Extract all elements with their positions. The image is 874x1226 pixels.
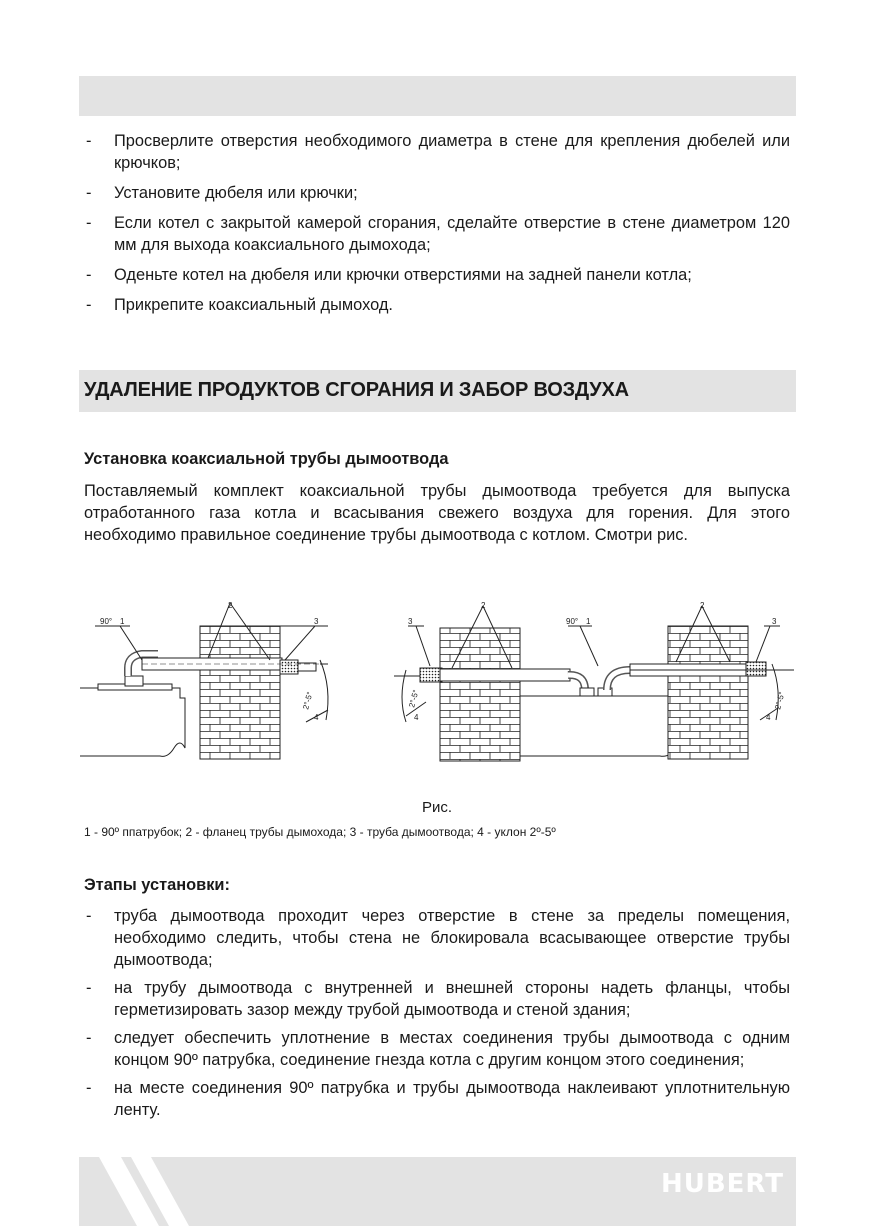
fig-label-4: 4 (414, 713, 419, 722)
fig-label-angle: 90° (566, 617, 579, 626)
list-item: - Прикрепите коаксиальный дымоход. (84, 294, 790, 316)
list-item: - Просверлите отверстия необходимого диаметра в стене для крепления дюбелей или крючков; (84, 130, 790, 174)
header-band (79, 76, 796, 116)
fig-label-slope: 2°-5° (773, 690, 787, 711)
figure-caption: Рис. (421, 799, 453, 816)
flue-installation-figure (80, 598, 796, 770)
list-item: - на месте соединения 90º патрубка и трубы дымоотвода наклеивают уплотнительную ленту. (84, 1077, 790, 1121)
brand-logo: HUBERT (660, 1169, 784, 1199)
list-item: - Оденьте котел на дюбеля или крючки отверстиями на задней панели котла; (84, 264, 790, 286)
intro-paragraph: Поставляемый комплект коаксиальной трубы дымоотвода требуется для выпуска отработанного газа котла и всасывания свежего воздуха для горения. Для этого необходимо правильное соединение трубы дымоотвода с котлом. Смотри рис. (84, 482, 790, 544)
installation-stages-list (84, 905, 790, 1127)
list-item: - следует обеспечить уплотнение в местах соединения трубы дымоотвода с одним концом 90º патрубка, соединение гнезда котла с другим концом этого соединения; (84, 1027, 790, 1071)
fig-label-2: 2 (228, 601, 233, 610)
fig-label-slope: 2°-5° (301, 690, 315, 711)
list-item: - труба дымоотвода проходит через отверстие в стене за пределы помещения, необходимо следить, чтобы стена не блокировала всасывающее отверстие трубы дымоотвода; (84, 905, 790, 971)
fig-label-4: 4 (314, 713, 319, 722)
fig-label-1: 1 (586, 617, 591, 626)
footer-stripes (99, 1157, 219, 1226)
section-title: УДАЛЕНИЕ ПРОДУКТОВ СГОРАНИЯ И ЗАБОР ВОЗДУХА (84, 379, 629, 401)
footer-band (79, 1157, 796, 1226)
fig-label-angle: 90° (100, 617, 113, 626)
fig-label-3: 3 (314, 617, 319, 626)
fig-label-3: 3 (408, 617, 413, 626)
list-item: - Если котел с закрытой камерой сгорания, сделайте отверстие в стене диаметром 120 мм для выхода коаксиального дымохода; (84, 212, 790, 256)
list-item: - на трубу дымоотвода с внутренней и внешней стороны надеть фланцы, чтобы герметизировать зазор между трубой дымоотвода и стеной здания; (84, 977, 790, 1021)
subheading-stages: Этапы установки: (84, 876, 230, 894)
figure-legend: 1 - 90º ппатрубок; 2 - фланец трубы дымохода; 3 - труба дымоотвода; 4 - уклон 2º-5º (84, 825, 556, 839)
fig-label-1: 1 (120, 617, 125, 626)
subheading-coaxial: Установка коаксиальной трубы дымоотвода (84, 450, 449, 468)
fig-label-4: 4 (766, 713, 771, 722)
list-item: - Установите дюбеля или крючки; (84, 182, 790, 204)
fig-label-2: 2 (481, 601, 486, 610)
mounting-steps-list (84, 130, 790, 324)
fig-label-slope: 2°-5° (407, 688, 421, 709)
fig-label-3: 3 (772, 617, 777, 626)
fig-label-2: 2 (700, 601, 705, 610)
